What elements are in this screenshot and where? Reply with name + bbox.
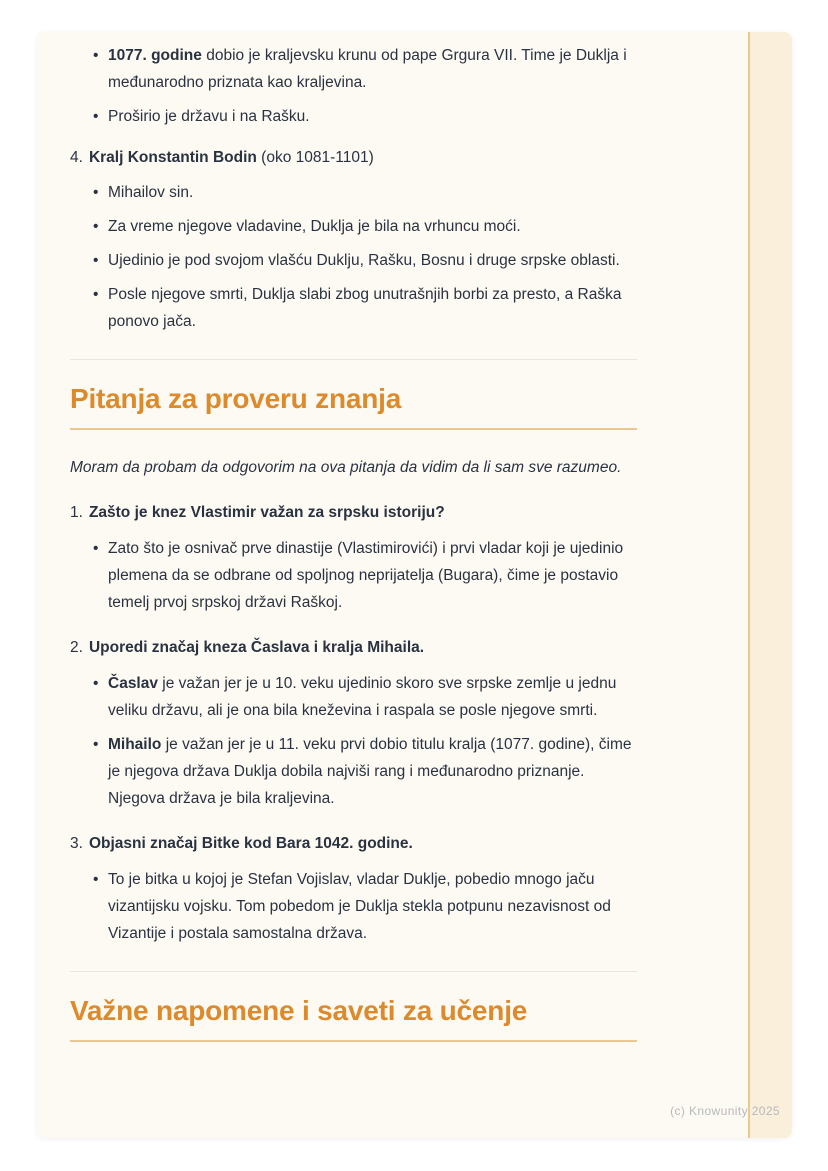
list-item [108,247,637,274]
list-item [108,179,637,206]
item-number: 2. [70,639,83,656]
ruler-dates: (oko 1081-1101) [256,149,374,166]
item-text [89,144,374,171]
bullet-text: Za vreme njegove vladavine, Duklja je bila na vrhuncu moći. [108,218,521,235]
list-item [108,42,637,96]
answer-list [70,866,637,947]
answer-list [70,535,637,616]
question-text: Objasni značaj Bitke kod Bara 1042. godine. [88,835,413,852]
section-title-notes: Važne napomene i saveti za učenje [70,994,637,1042]
item-number: 4. [70,149,83,166]
answer-text: je važan jer je u 10. veku ujedinio skoro sve srpske zemlje u jednu veliku državu, ali je ona bila kneževina i raspala se posle njegove smrti. [108,675,617,719]
copyright-watermark: (c) Knowunity 2025 [670,1104,780,1118]
question-block [70,499,637,616]
bullet-text: Proširio je državu i na Rašku. [108,108,310,125]
bullet-text: Ujedinio je pod svojom vlašću Duklju, Rašku, Bosnu i druge srpske oblasti. [108,252,620,269]
question-block [70,830,637,947]
bullet-text: dobio je kraljevsku krunu od pape Grgura VII. Time je Duklja i međunarodno priznata kao kraljevina. [108,47,627,91]
answer-bold-lead: Mihailo [108,736,162,753]
question-row [70,499,637,526]
answer-text: To je bitka u kojoj je Stefan Vojislav, vladar Duklje, pobedio mnogo jaču vizantijsku vojsku. Tom pobedom je Duklja stekla potpunu nezavisnost od Vizantije i postala samostalna država. [108,871,611,942]
list-item [108,731,637,812]
ruler-bullet-list [70,179,637,335]
section-divider [70,971,637,972]
bullet-text: Mihailov sin. [108,184,194,201]
section-title-questions: Pitanja za proveru znanja [70,382,637,430]
list-item [108,213,637,240]
ruler-name: Kralj Konstantin Bodin [88,149,257,166]
list-item [108,670,637,724]
numbered-item-ruler [70,144,637,171]
item-number: 1. [70,504,83,521]
bullet-text: Posle njegove smrti, Duklja slabi zbog unutrašnjih borbi za presto, a Raška ponovo jača. [108,286,622,330]
intro-bullet-list [70,42,637,130]
bullet-bold-lead: 1077. godine [108,47,202,64]
decorative-side-strip [748,32,792,1138]
document-content [70,42,637,1042]
question-block [70,634,637,812]
list-item [108,866,637,947]
section-divider [70,359,637,360]
item-number: 3. [70,835,83,852]
questions-intro-note: Moram da probam da odgovorim na ova pitanja da vidim da li sam sve razumeo. [70,459,622,476]
answer-text: Zato što je osnivač prve dinastije (Vlastimirovići) i prvi vladar koji je ujedinio plemena da se odbrane od spoljnog neprijatelja (Bugara), čime je postavio temelj prvoj srpskoj državi Raškoj. [108,540,624,611]
question-text: Zašto je knez Vlastimir važan za srpsku istoriju? [88,504,445,521]
list-item [108,281,637,335]
answer-bold-lead: Časlav [108,675,158,692]
question-row [70,830,637,857]
document-page [37,32,792,1138]
list-item [108,535,637,616]
list-item [108,103,637,130]
question-row [70,634,637,661]
answer-text: je važan jer je u 11. veku prvi dobio titulu kralja (1077. godine), čime je njegova država Duklja dobila najviši rang i međunarodno priznanje. Njegova država je bila kraljevina. [108,736,632,807]
answer-list [70,670,637,812]
question-text: Uporedi značaj kneza Časlava i kralja Mihaila. [88,639,425,656]
